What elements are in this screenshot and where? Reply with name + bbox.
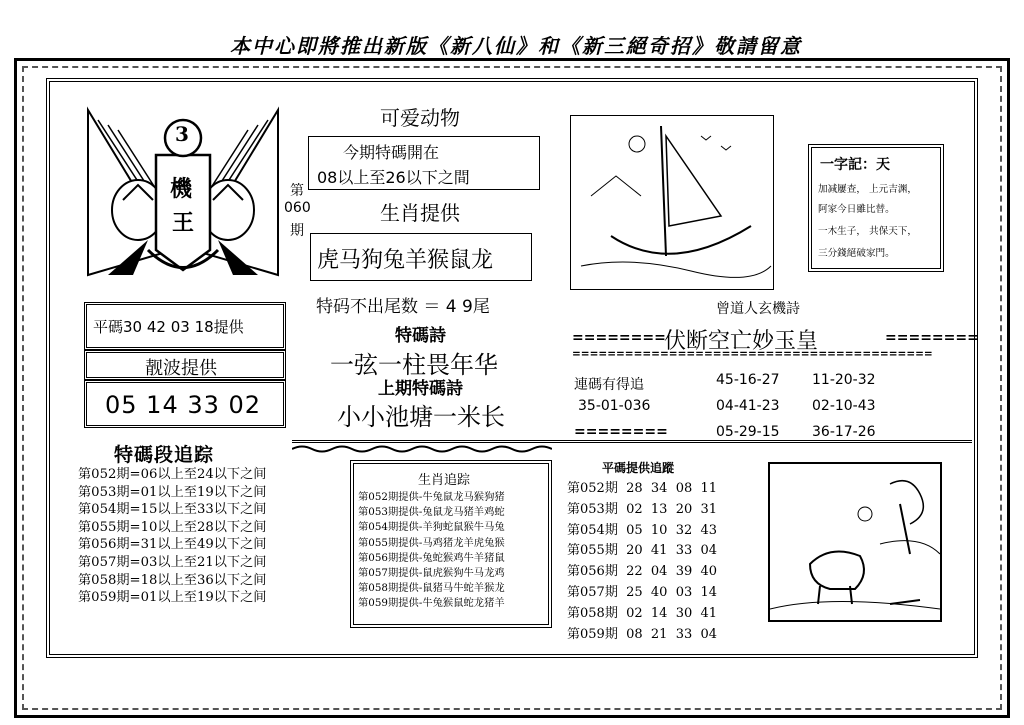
list-item: 第056期=31以上至49以下之间 — [78, 537, 267, 553]
zodiac-list: 虎马狗兔羊猴鼠龙 — [317, 248, 494, 273]
special-range-line1: 今期特碼開在 — [343, 143, 440, 162]
issue-number: 060 — [284, 200, 311, 216]
horizontal-divider — [292, 440, 972, 443]
list-item: 第052期=06以上至24以下之间 — [78, 467, 267, 482]
list-item: 第054期=15以上至33以下之间 — [78, 502, 267, 518]
list-item: 第052期提供-牛兔鼠龙马猴狗猪 — [358, 491, 505, 503]
zodiac-box — [310, 233, 532, 281]
one-word-title: 一字記：天 — [820, 157, 890, 173]
logo-badge: 3 — [175, 122, 189, 146]
mystic-dashes-left: ======== — [572, 330, 666, 346]
zodiac-provide-title: 生肖提供 — [380, 201, 460, 225]
last-poem-title: 上期特碼詩 — [378, 379, 463, 399]
list-item: 第056期提供-兔蛇猴鸡牛羊猪鼠 — [358, 551, 505, 564]
list-item: 第055期=10以上至28以下之间 — [78, 519, 267, 535]
table-row: 第057期 25 40 03 14 — [567, 584, 718, 600]
table-row: 第053期 02 13 20 31 — [567, 501, 718, 517]
combo-r0-c1: 45-16-27 — [716, 372, 780, 388]
last-poem-line: 小小池塘一米长 — [337, 403, 505, 431]
combo-r0-c2: 11-20-32 — [812, 372, 876, 388]
cute-animal-title: 可爱动物 — [380, 106, 460, 130]
one-word-box — [808, 144, 944, 272]
list-item: 第053期提供-兔鼠龙马猪羊鸡蛇 — [358, 506, 505, 519]
table-row: 第055期 20 41 33 04 — [567, 543, 718, 559]
segment-tracking-list — [78, 466, 266, 607]
one-word-line-4: 三分錢絕破家門。 — [818, 248, 895, 259]
list-item: 第058期提供-鼠猪马牛蛇羊猴龙 — [358, 582, 505, 595]
one-word-line-1: 加减屢查， 上元吉渊， — [818, 184, 917, 195]
wave-numbers: 05 14 33 02 — [105, 391, 262, 419]
ping-tracking-table — [567, 479, 717, 645]
issue-prefix: 第 — [290, 183, 304, 199]
ping-ma-box — [84, 302, 286, 350]
logo-king-char: 王 — [172, 210, 195, 236]
list-item: 第059期提供-牛兔猴鼠蛇龙猪羊 — [358, 597, 505, 610]
combo-r2-c0: ======== — [574, 424, 668, 440]
wave-title: 靓波提供 — [145, 358, 217, 379]
table-row: 第052期 28 34 08 11 — [567, 481, 718, 496]
wave-numbers-box — [84, 380, 286, 428]
list-item: 第057期=03以上至21以下之间 — [78, 554, 267, 570]
list-item: 第055期提供-马鸡猪龙羊虎兔猴 — [358, 536, 505, 549]
special-poem-title: 特碼詩 — [395, 326, 446, 346]
list-item: 第054期提供-羊狗蛇鼠猴牛马兔 — [358, 521, 505, 534]
list-item: 第059期=01以上至19以下之间 — [78, 590, 267, 606]
mystic-poem-title: 曾道人玄機詩 — [716, 301, 800, 317]
sailboat-icon — [571, 116, 773, 289]
wave-title-box — [84, 350, 286, 380]
ping-tracking-title: 平碼提供追蹤 — [602, 461, 675, 475]
special-poem-line: 一弦一柱畏年华 — [330, 351, 498, 379]
combo-label: 連碼有得追 — [574, 377, 644, 393]
ox-picture — [768, 462, 942, 622]
ornament-divider — [292, 444, 552, 454]
one-word-line-2: 阿家今日雖比替。 — [818, 204, 895, 215]
logo-machine-char: 機 — [170, 176, 193, 202]
mystic-dashes-full: ========================================= — [572, 348, 933, 360]
mystic-poem-line: 伏断空亡妙玉皇 — [664, 329, 819, 354]
ornament-vine-icon — [292, 444, 552, 454]
combo-r1-c1: 04-41-23 — [716, 398, 780, 414]
table-row: 第059期 08 21 33 04 — [567, 626, 718, 642]
combo-r1-c0: 35-01-036 — [578, 398, 651, 414]
sailboat-picture — [570, 115, 774, 290]
combo-r2-c2: 36-17-26 — [812, 424, 876, 440]
zodiac-tracking-title: 生肖追踪 — [418, 473, 471, 488]
list-item: 第058期=18以上至36以下之间 — [78, 572, 267, 588]
top-banner: 本中心即將推出新版《新八仙》和《新三絕奇招》敬請留意 — [230, 34, 802, 58]
combo-r1-c2: 02-10-43 — [812, 398, 876, 414]
special-range-line2: 08以上至26以下之間 — [317, 168, 470, 187]
zodiac-tracking-box — [350, 460, 552, 628]
combo-r2-c1: 05-29-15 — [716, 424, 780, 440]
table-row: 第056期 22 04 39 40 — [567, 564, 718, 580]
special-range-box — [308, 136, 540, 190]
one-word-line-3: 一木生子， 共保天下， — [818, 226, 917, 237]
ox-landscape-icon — [770, 464, 940, 620]
mystic-dashes-right: ======== — [885, 330, 979, 346]
list-item: 第053期=01以上至19以下之间 — [78, 484, 267, 500]
tail-number-line: 特码不出尾数 ＝ 4 9尾 — [316, 297, 490, 317]
issue-suffix: 期 — [290, 223, 304, 239]
table-row: 第054期 05 10 32 43 — [567, 522, 718, 538]
list-item: 第057期提供-鼠虎猴狗牛马龙鸡 — [358, 567, 505, 580]
segment-tracking-title: 特碼段追踪 — [114, 444, 215, 466]
ping-ma-text: 平碼30 42 03 18提供 — [93, 318, 244, 336]
table-row: 第058期 02 14 30 41 — [567, 605, 718, 621]
machine-king-logo — [78, 100, 288, 285]
